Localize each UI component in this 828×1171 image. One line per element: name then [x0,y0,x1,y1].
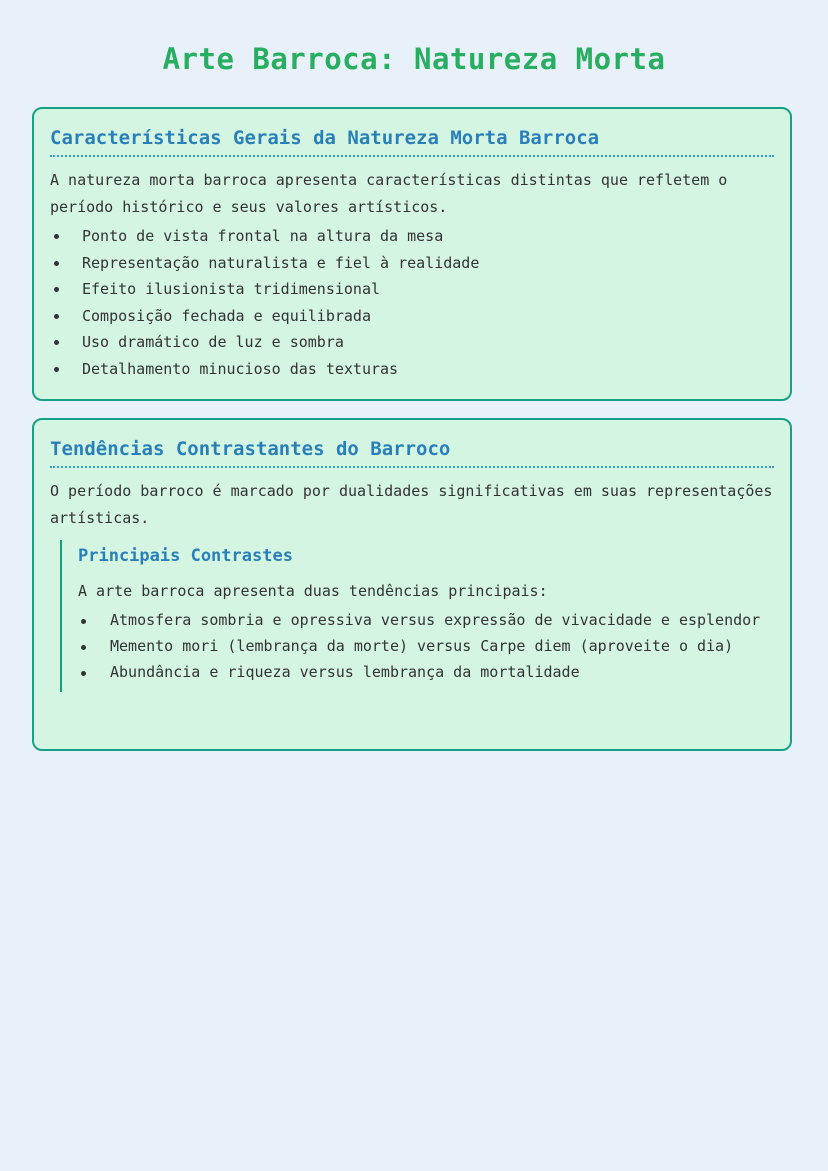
list-item [78,608,774,632]
bullet-icon [54,367,59,372]
section-heading: Características Gerais da Natureza Morta Barroca [50,125,774,157]
section-contrasting-tendencies [32,418,792,751]
list-item-text: Representação naturalista e fiel à realidade [82,253,480,272]
list-item [50,356,774,383]
bullet-icon [54,234,59,239]
section-intro: O período barroco é marcado por dualidades significativas em suas representações artísticas. [50,482,773,527]
section-general-characteristics [32,107,792,401]
section-heading: Tendências Contrastantes do Barroco [50,436,774,468]
bullet-icon [81,671,86,676]
list-item [50,250,774,277]
bullet-icon [81,645,86,650]
list-item [50,303,774,330]
section-intro: A natureza morta barroca apresenta características distintas que refletem o período histórico e seus valores artísticos. [50,171,728,216]
bullet-icon [54,340,59,345]
bullet-icon [54,314,59,319]
subsection-main-contrasts [60,540,774,692]
bullet-icon [54,287,59,292]
list-item [78,634,774,658]
list-item-text: Uso dramático de luz e sombra [82,333,344,351]
list-item-text: Ponto de vista frontal na altura da mesa [82,227,444,245]
list-item [50,223,774,250]
list-item-text: Efeito ilusionista tridimensional [82,280,381,298]
list-item-text: Atmosfera sombria e opressiva versus expressão de vivacidade e esplendor [110,611,761,629]
bullet-icon [54,261,59,266]
page-title: Arte Barroca: Natureza Morta [162,42,666,76]
list-item [78,660,774,684]
list-item [50,276,774,303]
subsection-intro: A arte barroca apresenta duas tendências principais: [78,582,548,600]
bullet-icon [81,619,86,624]
characteristics-list [50,223,774,382]
subsection-heading: Principais Contrastes [78,546,293,566]
list-item-text: Memento mori (lembrança da morte) versus Carpe diem (aproveite o dia) [110,637,734,655]
list-item-text: Composição fechada e equilibrada [82,306,371,325]
list-item-text: Abundância e riqueza versus lembrança da mortalidade [110,663,580,681]
list-item-text: Detalhamento minucioso das texturas [82,359,399,378]
list-item [50,329,774,356]
contrasts-list [78,608,774,684]
